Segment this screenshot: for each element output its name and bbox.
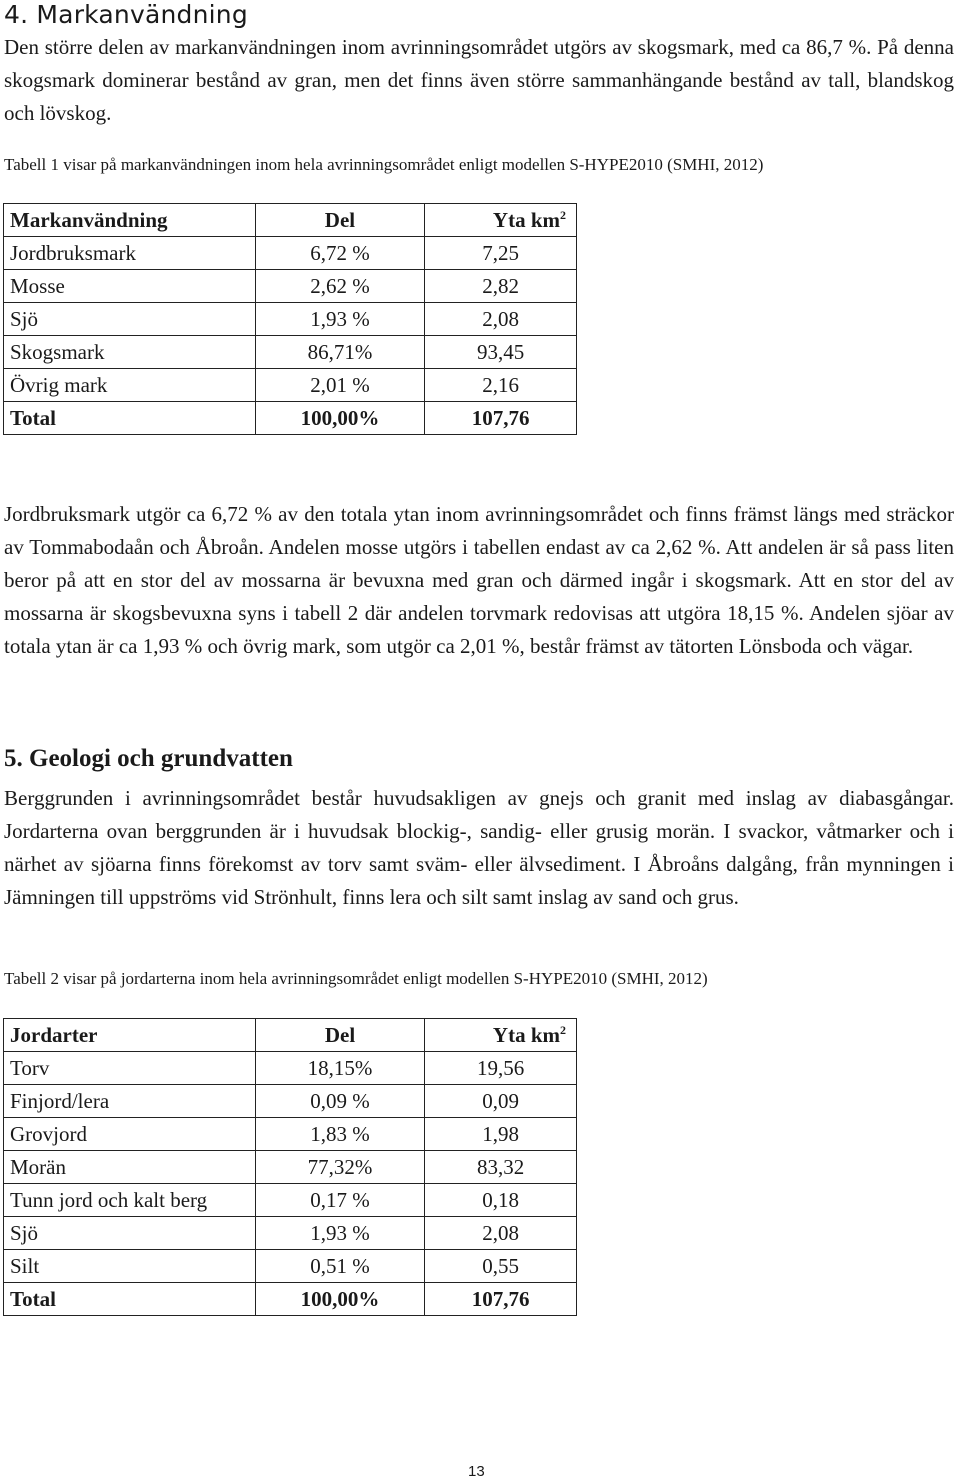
table-2-header-jordarter: Jordarter <box>4 1019 256 1052</box>
table-cell-category: Skogsmark <box>4 336 256 369</box>
table-cell-area: 107,76 <box>425 402 577 435</box>
table-cell-share: 100,00% <box>255 402 425 435</box>
table-cell-share: 77,32% <box>255 1151 425 1184</box>
table-row <box>4 1052 577 1085</box>
table-cell-category: Grovjord <box>4 1118 256 1151</box>
table-cell-category: Total <box>4 402 256 435</box>
table-cell-area: 2,82 <box>425 270 577 303</box>
table-cell-area: 2,08 <box>425 303 577 336</box>
table-row <box>4 270 577 303</box>
table-row <box>4 237 577 270</box>
superscript-2: 2 <box>560 1022 566 1037</box>
table-row <box>4 1184 577 1217</box>
table-row <box>4 1217 577 1250</box>
table-row <box>4 336 577 369</box>
table-total-row <box>4 1283 577 1316</box>
table-cell-share: 0,51 % <box>255 1250 425 1283</box>
table-row <box>4 1250 577 1283</box>
section-4-intro: Den större delen av markanvändningen inom avrinningsområdet utgörs av skogsmark, med ca 86,7 %. På denna skogsmark dominerar bestånd av gran, men det finns även större sammanhängande bestånd av tall, blandskog och lövskog. <box>4 35 954 125</box>
table-cell-area: 7,25 <box>425 237 577 270</box>
table-cell-share: 1,93 % <box>255 1217 425 1250</box>
table-cell-area: 2,16 <box>425 369 577 402</box>
table-1-header-markanvandning: Markanvändning <box>4 204 256 237</box>
table-cell-category: Övrig mark <box>4 369 256 402</box>
table-1-header-row <box>4 204 577 237</box>
yta-label: Yta km <box>492 207 560 232</box>
table-cell-area: 0,55 <box>425 1250 577 1283</box>
table-cell-share: 0,17 % <box>255 1184 425 1217</box>
table-cell-share: 2,01 % <box>255 369 425 402</box>
table-row <box>4 1085 577 1118</box>
yta-label: Yta km <box>492 1022 560 1047</box>
table-cell-share: 6,72 % <box>255 237 425 270</box>
table-total-row <box>4 402 577 435</box>
section-4-heading: 4. Markanvändning <box>4 0 248 29</box>
table-cell-share: 86,71% <box>255 336 425 369</box>
table-2-header-del: Del <box>255 1019 425 1052</box>
table-cell-category: Sjö <box>4 303 256 336</box>
table-cell-category: Mosse <box>4 270 256 303</box>
table-2-header-yta <box>425 1019 577 1052</box>
page-number: 13 <box>468 1463 485 1480</box>
table-cell-share: 1,93 % <box>255 303 425 336</box>
table-1-header-yta <box>425 204 577 237</box>
section-4-analysis: Jordbruksmark utgör ca 6,72 % av den totala ytan inom avrinningsområdet och finns främst längs med sträckor av Tommabodaån och Åbroån. Andelen mosse utgörs i tabellen endast av ca 2,62 %. Att andelen är så pass liten beror på att en stor del av mossarna är bevuxna med gran och därmed ingår i skogsmark. Att en stor del av mossarna är skogsbevuxna syns i tabell 2 där andelen torvmark redovisas att utgöra 18,15 %. Andelen sjöar av totala ytan är ca 1,93 % och övrig mark, som utgör ca 2,01 %, består främst av tätorten Lönsboda och vägar. <box>4 502 954 658</box>
table-cell-area: 1,98 <box>425 1118 577 1151</box>
table-cell-category: Tunn jord och kalt berg <box>4 1184 256 1217</box>
table-row <box>4 1118 577 1151</box>
table-cell-area: 93,45 <box>425 336 577 369</box>
table-2-caption: Tabell 2 visar på jordarterna inom hela avrinningsområdet enligt modellen S-HYPE2010 (SMHI, 2012) <box>4 969 708 988</box>
table-cell-share: 18,15% <box>255 1052 425 1085</box>
table-cell-share: 2,62 % <box>255 270 425 303</box>
table-cell-category: Jordbruksmark <box>4 237 256 270</box>
table-cell-share: 0,09 % <box>255 1085 425 1118</box>
table-1-header-del: Del <box>255 204 425 237</box>
table-row <box>4 369 577 402</box>
table-cell-area: 2,08 <box>425 1217 577 1250</box>
table-1-caption: Tabell 1 visar på markanvändningen inom hela avrinningsområdet enligt modellen S-HYPE2010 (SMHI, 2012) <box>4 155 764 174</box>
table-2-header-row <box>4 1019 577 1052</box>
section-5-body: Berggrunden i avrinningsområdet består huvudsakligen av gnejs och granit med inslag av diabasgångar. Jordarterna ovan berggrunden är i huvudsak blockig-, sandig- eller grusig morän. I svackor, våtmarker och i närhet av sjöarna finns förekomst av torv samt sväm- eller älvsediment. I Åbroåns dalgång, från mynningen i Jämningen till uppströms vid Strönhult, finns lera och silt samt inslag av sand och grus. <box>4 786 954 909</box>
superscript-2: 2 <box>560 207 566 222</box>
table-cell-area: 19,56 <box>425 1052 577 1085</box>
section-5-heading: 5. Geologi och grundvatten <box>4 745 293 772</box>
table-1 <box>3 203 577 435</box>
table-cell-category: Sjö <box>4 1217 256 1250</box>
table-cell-share: 1,83 % <box>255 1118 425 1151</box>
table-row <box>4 1151 577 1184</box>
table-cell-share: 100,00% <box>255 1283 425 1316</box>
table-cell-category: Silt <box>4 1250 256 1283</box>
table-cell-area: 0,18 <box>425 1184 577 1217</box>
table-cell-category: Torv <box>4 1052 256 1085</box>
table-cell-category: Finjord/lera <box>4 1085 256 1118</box>
table-cell-area: 0,09 <box>425 1085 577 1118</box>
table-cell-area: 83,32 <box>425 1151 577 1184</box>
table-cell-category: Morän <box>4 1151 256 1184</box>
table-row <box>4 303 577 336</box>
table-2 <box>3 1018 577 1316</box>
table-cell-category: Total <box>4 1283 256 1316</box>
table-cell-area: 107,76 <box>425 1283 577 1316</box>
